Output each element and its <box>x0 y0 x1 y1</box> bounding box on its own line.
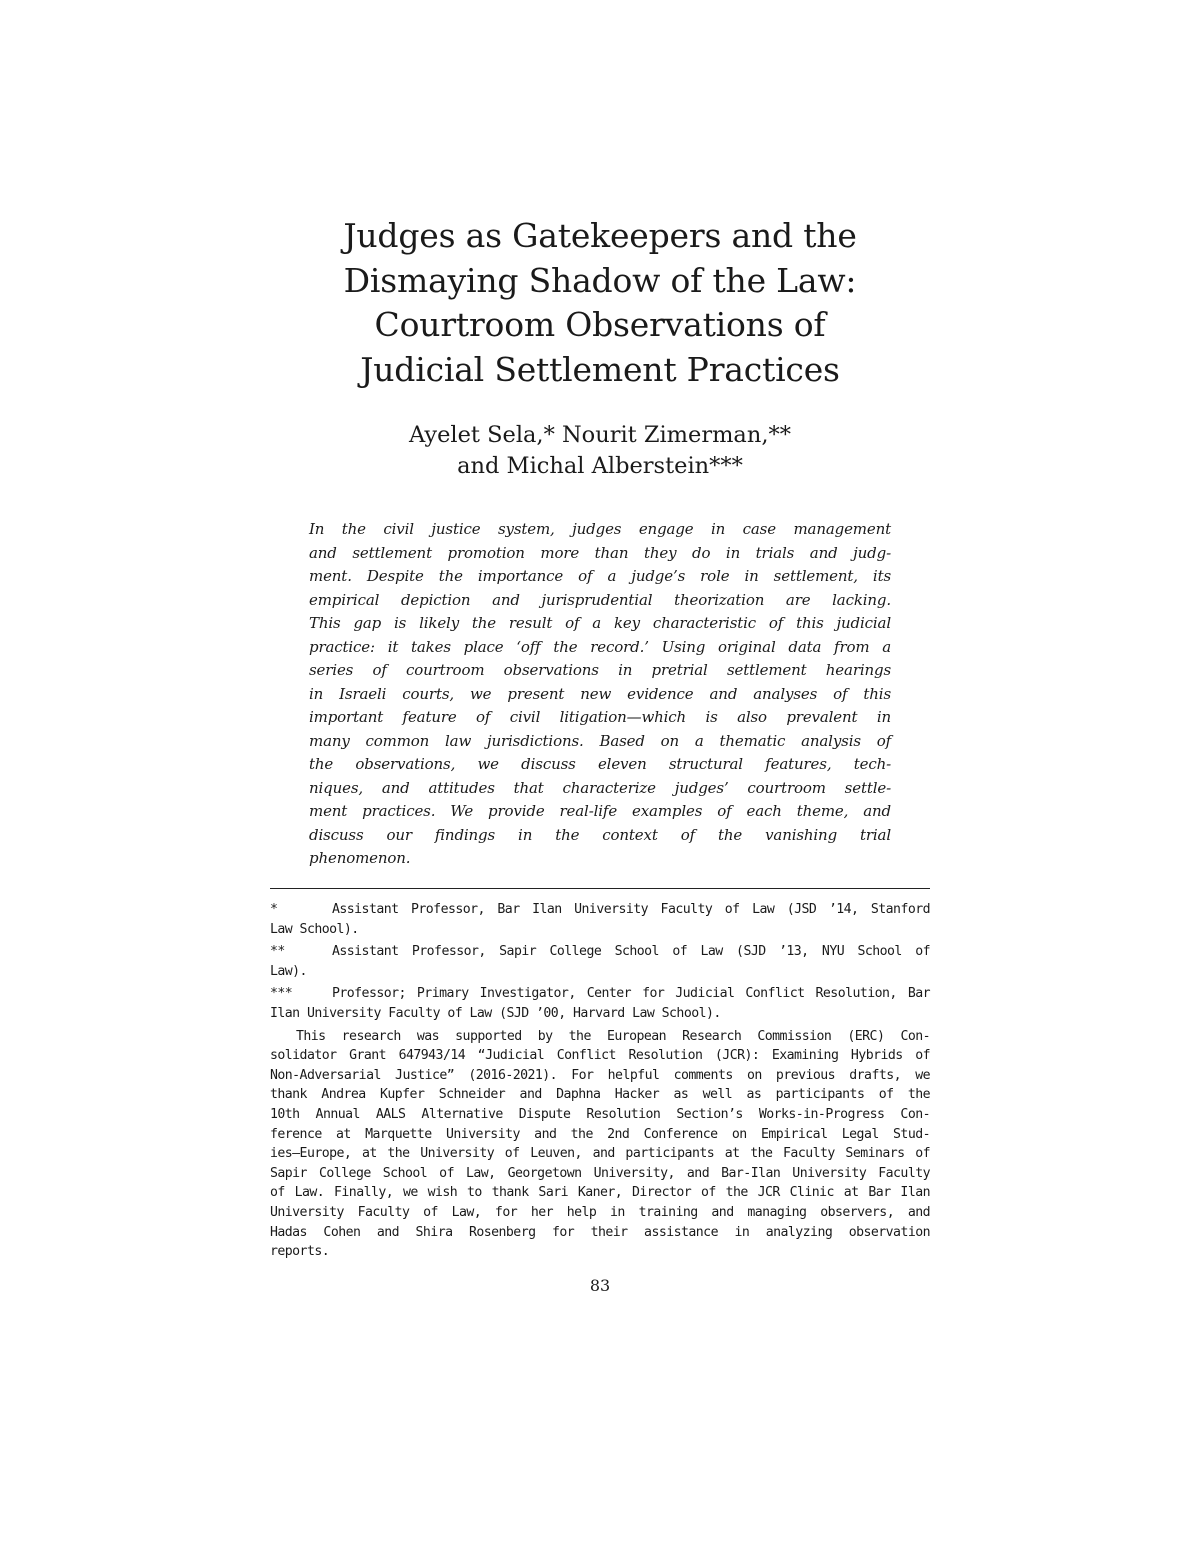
acknowledgment-line: 10th Annual AALS Alternative Dispute Resolution Section’s Works-in-Progress Con- <box>270 1106 930 1122</box>
footnotes <box>270 900 930 1262</box>
acknowledgment-line: solidator Grant 647943/14 “Judicial Conflict Resolution (JCR): Examining Hybrids of <box>270 1048 930 1064</box>
author-line: Ayelet Sela,* Nourit Zimerman,** <box>409 422 791 448</box>
footnote-1 <box>270 900 930 920</box>
author-line: and Michal Alberstein*** <box>457 453 743 479</box>
title-line: Judicial Settlement Practices <box>360 349 840 389</box>
acknowledgment-line: University Faculty of Law, for her help in training and managing observers, and <box>270 1204 930 1220</box>
footnote-2 <box>270 942 930 962</box>
acknowledgment-line: of Law. Finally, we wish to thank Sari Kaner, Director of the JCR Clinic at Bar Ilan <box>270 1185 930 1201</box>
acknowledgment-line: reports. <box>270 1244 330 1260</box>
abstract <box>309 518 891 871</box>
acknowledgment-line: Non-Adversarial Justice” (2016-2021). For helpful comments on previous drafts, we <box>270 1067 930 1083</box>
footnote-text: Professor; Primary Investigator, Center for Judicial Conflict Resolution, Bar <box>332 986 930 1002</box>
article-title <box>270 214 930 392</box>
abstract-line: niques, and attitudes that characterize judges’ courtroom settle- <box>309 778 891 797</box>
abstract-line: and settlement promotion more than they do in trials and judg- <box>309 543 891 562</box>
footnote-mark: ** <box>270 944 285 960</box>
footnote-text: Assistant Professor, Sapir College School of Law (SJD ’13, NYU School of <box>332 944 930 960</box>
abstract-line: In the civil justice system, judges engage in case management <box>309 520 891 538</box>
acknowledgment-line: Sapir College School of Law, Georgetown University, and Bar-Ilan University Faculty <box>270 1165 930 1181</box>
abstract-line: important feature of civil litigation—which is also prevalent in <box>309 708 891 726</box>
abstract-line: ment. Despite the importance of a judge’s role in settlement, its <box>309 567 891 585</box>
acknowledgment-line: thank Andrea Kupfer Schneider and Daphna Hacker as well as participants of the <box>270 1087 930 1103</box>
footnote-mark: *** <box>270 986 293 1002</box>
abstract-line: ment practices. We provide real-life examples of each theme, and <box>309 802 891 820</box>
footnote-3 <box>270 984 930 1004</box>
acknowledgment-line: ies—Europe, at the University of Leuven, and participants at the Faculty Seminars of <box>270 1146 930 1162</box>
acknowledgment-line: ference at Marquette University and the 2nd Conference on Empirical Legal Stud- <box>270 1126 930 1142</box>
abstract-line: This gap is likely the result of a key characteristic of this judicial <box>309 614 891 632</box>
abstract-line: empirical depiction and jurisprudential theorization are lacking. <box>309 590 891 609</box>
footnote-line: Law School). <box>270 921 359 937</box>
title-line: Dismaying Shadow of the Law: <box>343 260 857 300</box>
acknowledgment-line: Hadas Cohen and Shira Rosenberg for their assistance in analyzing observation <box>270 1224 930 1240</box>
title-line: Courtroom Observations of <box>374 305 826 344</box>
page-number: 83 <box>589 1276 611 1295</box>
footnote-mark: * <box>270 902 278 917</box>
abstract-line: series of courtroom observations in pretrial settlement hearings <box>309 661 891 679</box>
abstract-line: phenomenon. <box>309 849 411 867</box>
footnote-separator <box>270 888 930 889</box>
footnote-line: Law). <box>270 963 307 979</box>
abstract-line: practice: it takes place ‘off the record.’ Using original data from a <box>309 637 891 656</box>
abstract-line: discuss our findings in the context of the vanishing trial <box>309 825 891 844</box>
title-line: Judges as Gatekeepers and the <box>343 216 857 255</box>
author-byline <box>270 420 930 482</box>
abstract-line: the observations, we discuss eleven structural features, tech- <box>309 755 891 773</box>
acknowledgment-line: This research was supported by the European Research Commission (ERC) Con- <box>296 1028 930 1044</box>
abstract-line: in Israeli courts, we present new evidence and analyses of this <box>309 684 891 703</box>
footnote-line: Ilan University Faculty of Law (SJD ’00, Harvard Law School). <box>270 1005 721 1021</box>
footnote-text: Assistant Professor, Bar Ilan University Faculty of Law (JSD ’14, Stanford <box>332 902 930 917</box>
abstract-line: many common law jurisdictions. Based on a thematic analysis of <box>309 731 891 750</box>
